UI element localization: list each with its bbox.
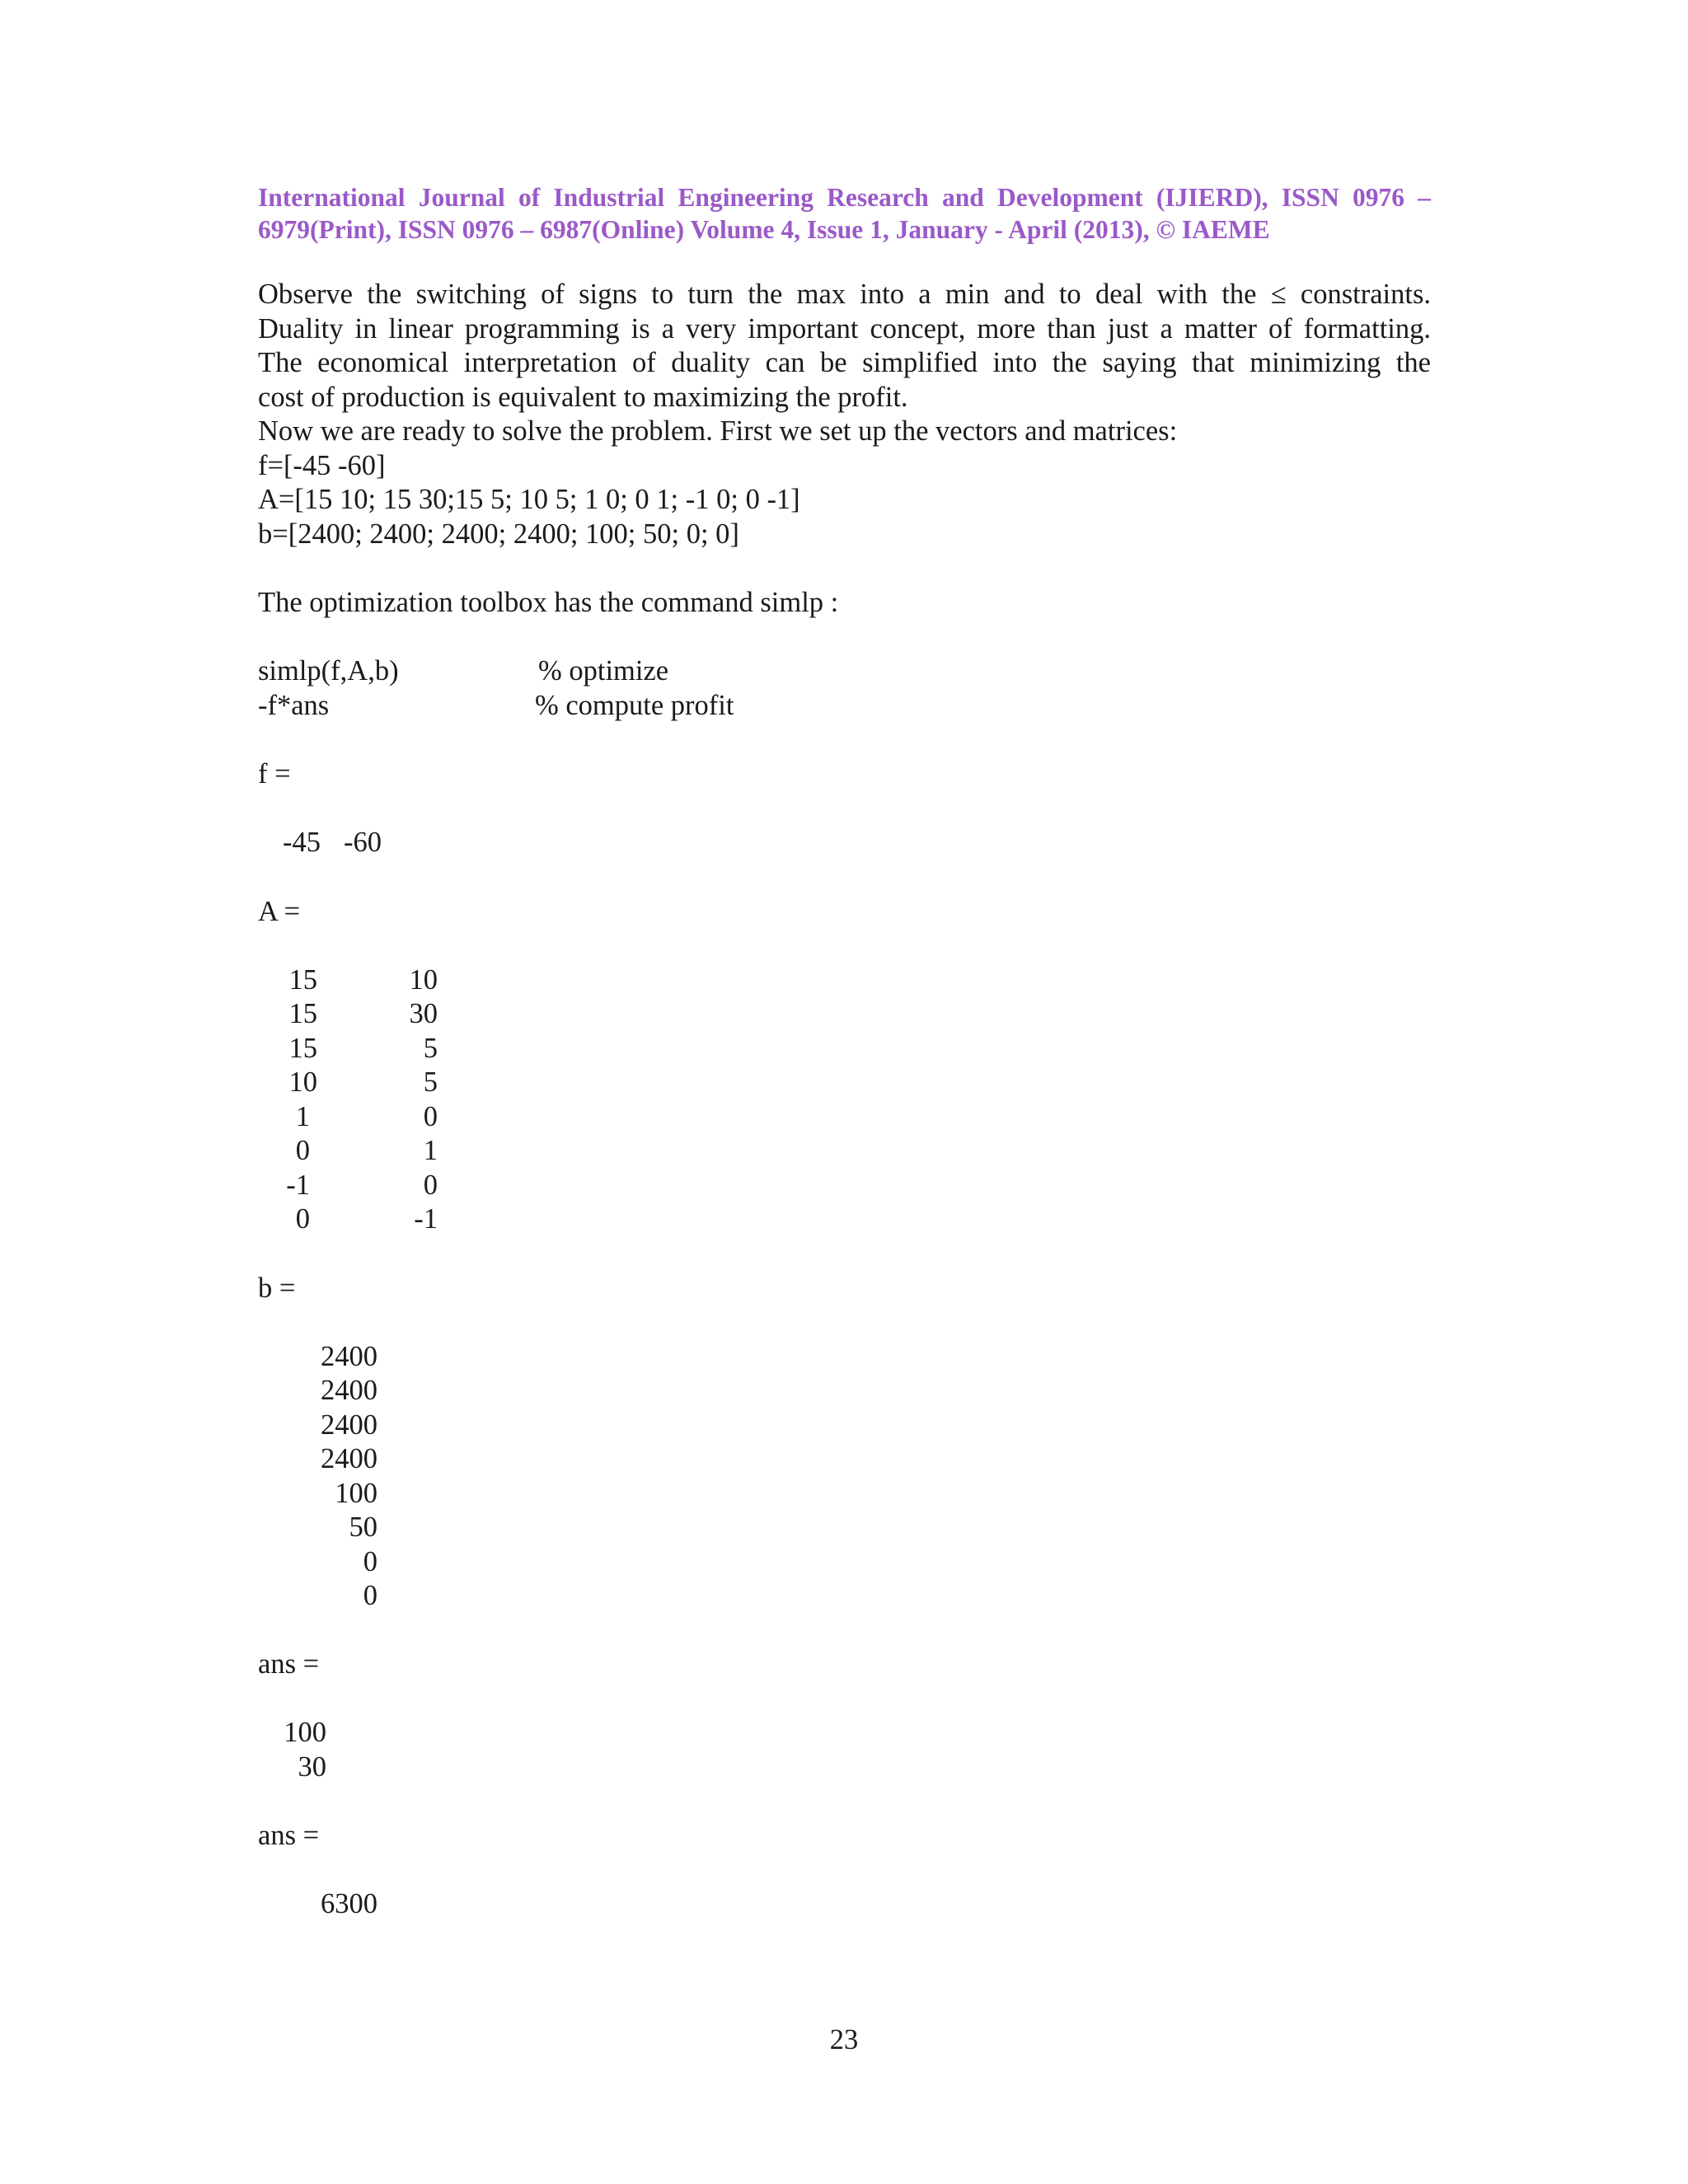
A-r7-c1: -1 xyxy=(286,1169,310,1201)
para-line-2: Duality in linear programming is a very important concept, more than just a matter of formatting. xyxy=(258,313,1431,344)
A-r5-c1: 1 xyxy=(295,1101,310,1132)
journal-header: International Journal of Industrial Engineering Research and Development (IJIERD), ISSN 0976 – 6979(Print), ISSN 0976 – 6987(Online) Volume 4, Issue 1, January - April (2013), © IAEME xyxy=(258,183,1431,244)
page-number: 23 xyxy=(829,2024,859,2055)
b-value-1: 2400 xyxy=(321,1341,377,1372)
f-output-label: f = xyxy=(258,758,291,790)
b-value-2: 2400 xyxy=(321,1375,377,1406)
f-definition: f=[-45 -60] xyxy=(258,450,386,481)
A-r5-c2: 0 xyxy=(423,1101,438,1132)
ready-line: Now we are ready to solve the problem. First we set up the vectors and matrices: xyxy=(258,415,1178,447)
b-value-8: 0 xyxy=(363,1580,377,1611)
A-r4-c2: 5 xyxy=(423,1066,438,1098)
para-line-4: cost of production is equivalent to maximizing the profit. xyxy=(258,382,908,413)
f-value-2: -60 xyxy=(344,827,382,858)
command-simlp: simlp(f,A,b) xyxy=(258,655,399,687)
ans2-value: 6300 xyxy=(321,1888,377,1919)
comment-optimize: % optimize xyxy=(538,655,669,687)
b-value-4: 2400 xyxy=(321,1443,377,1474)
command-profit: -f*ans xyxy=(258,690,330,721)
A-output-label: A = xyxy=(258,896,301,927)
A-r4-c1: 10 xyxy=(288,1066,317,1098)
f-value-1: -45 xyxy=(283,827,321,858)
comment-compute-profit: % compute profit xyxy=(535,690,734,721)
A-r1-c1: 15 xyxy=(288,964,317,996)
A-r8-c2: -1 xyxy=(414,1203,438,1235)
b-definition: b=[2400; 2400; 2400; 2400; 100; 50; 0; 0] xyxy=(258,518,739,550)
b-value-3: 2400 xyxy=(321,1409,377,1441)
b-output-label: b = xyxy=(258,1272,296,1304)
ans1-value-1: 100 xyxy=(284,1717,326,1748)
A-definition: A=[15 10; 15 30;15 5; 10 5; 1 0; 0 1; -1 0; 0 -1] xyxy=(258,484,800,515)
A-r2-c2: 30 xyxy=(409,998,438,1029)
ans1-value-2: 30 xyxy=(298,1751,326,1783)
A-r6-c1: 0 xyxy=(295,1135,310,1166)
A-r6-c2: 1 xyxy=(423,1135,438,1166)
para-line-3: The economical interpretation of duality can be simplified into the saying that minimizing the xyxy=(258,347,1431,378)
ans2-label: ans = xyxy=(258,1820,320,1851)
A-r1-c2: 10 xyxy=(409,964,438,996)
b-value-7: 0 xyxy=(363,1546,377,1577)
A-r3-c1: 15 xyxy=(288,1033,317,1064)
b-value-6: 50 xyxy=(349,1511,377,1543)
A-r2-c1: 15 xyxy=(288,998,317,1029)
toolbox-line: The optimization toolbox has the command simlp : xyxy=(258,587,839,618)
A-r3-c2: 5 xyxy=(423,1033,438,1064)
b-value-5: 100 xyxy=(335,1478,377,1509)
ans1-label: ans = xyxy=(258,1648,320,1680)
para-line-1: Observe the switching of signs to turn the max into a min and to deal with the ≤ constraints. xyxy=(258,279,1431,310)
A-r7-c2: 0 xyxy=(423,1169,438,1201)
A-r8-c1: 0 xyxy=(295,1203,310,1235)
